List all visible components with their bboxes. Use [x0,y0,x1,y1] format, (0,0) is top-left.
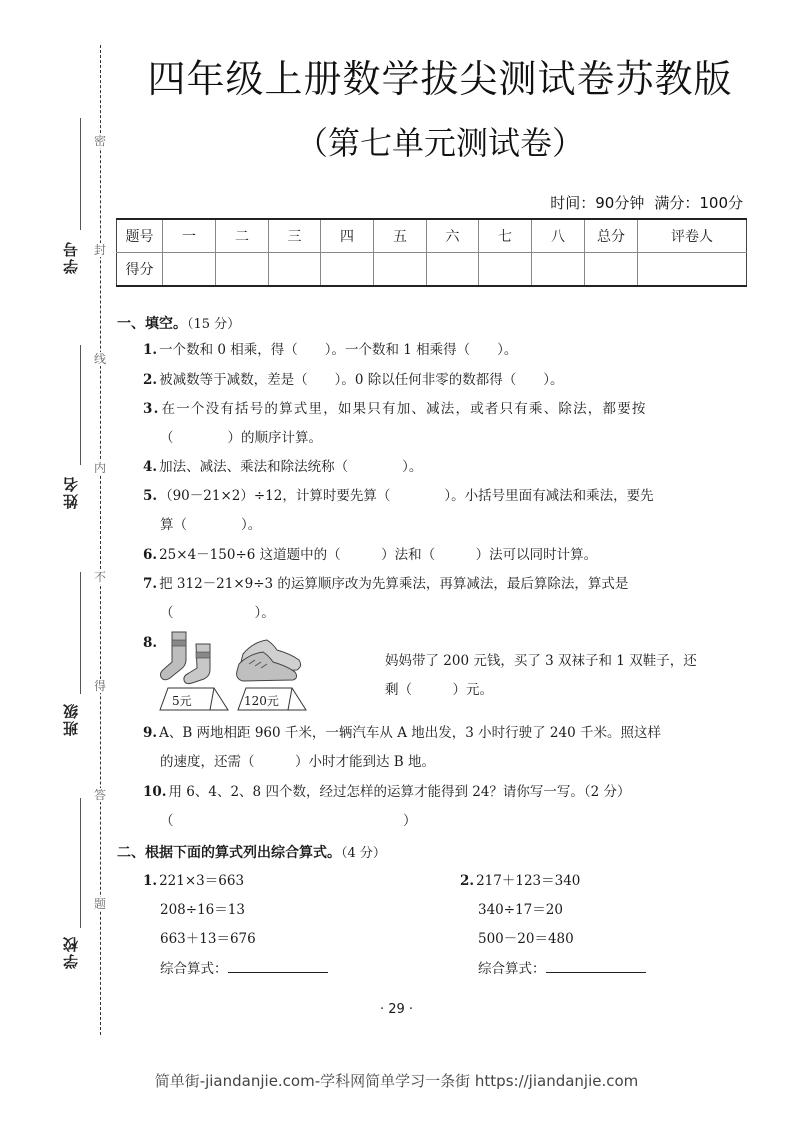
school-label: 学校 [62,935,80,969]
question-4 [143,457,422,477]
section-1-points: （15 分） [187,317,241,332]
question-10-answer[interactable]: （ ） [160,813,417,829]
score-cell[interactable] [321,253,374,287]
score-cell[interactable] [427,253,479,287]
question-number: 9. [143,725,158,741]
student-id-label: 学号 [62,240,80,274]
time-limit: 时间：90分钟 [550,194,645,212]
exam-meta [540,192,743,213]
question-text: （90－21×2）÷12，计算时要先算（ ）。小括号里面有减法和乘法，要先 [159,488,654,504]
seal-char: 答 [93,788,106,802]
question-text: 在一个没有括号的算式里，如果只有加、减法，或者只有乘、除法，都要按 [161,401,647,417]
binding-dashed-line [100,45,101,1035]
group-2-answer [478,958,646,979]
score-row-label: 得分 [117,253,163,287]
question-number: 10. [143,784,167,800]
group-1-eq-2: 208÷16＝13 [160,902,245,918]
shoes-price: 120元 [244,694,279,708]
question-5-cont: 算（ ）。 [160,517,262,533]
score-table-header-row [117,219,747,253]
score-cell[interactable] [374,253,427,287]
score-cell[interactable] [216,253,269,287]
school-line[interactable] [80,798,81,928]
group-2-eq-1: 2. 217＋123＝340 [460,873,581,889]
question-9-cont: 的速度，还需（ ）小时才能到达 B 地。 [160,754,436,770]
name-line[interactable] [80,345,81,465]
question-text: 一个数和 0 相乘，得（ ）。一个数和 1 相乘得（ ）。 [159,342,518,358]
section-1-title: 一、填空。 [117,316,187,332]
answer-blank[interactable] [546,958,646,973]
site-footer: 简单街-jiandanjie.com-学科网简单学习一条街 https://jiandanjie.com [154,1072,639,1090]
socks-price: 5元 [172,694,192,708]
question-text: 被减数等于减数，差是（ ）。0 除以任何非零的数都得（ ）。 [159,372,564,388]
question-9 [143,723,661,743]
question-8-number: 8. [143,635,158,651]
full-score: 满分：100分 [654,194,743,212]
group-1-eq-1: 1. 221×3＝663 [143,873,245,889]
score-cell[interactable] [532,253,585,287]
score-cell[interactable] [269,253,321,287]
seal-char: 不 [93,570,106,584]
class-line[interactable] [80,572,81,694]
question-number: 6. [143,547,158,563]
question-text: 25×4－150÷6 这道题中的（ ）法和（ ）法可以同时计算。 [159,547,598,563]
question-10 [143,782,631,802]
question-number: 2. [143,372,158,388]
question-number: 3. [143,401,160,417]
question-number: 5. [143,488,158,504]
table-header-cell: 题号 [117,219,163,253]
answer-label: 综合算式： [160,961,228,977]
table-header-cell: 三 [269,219,321,253]
seal-char: 密 [93,134,106,148]
question-3-cont: （ ）的顺序计算。 [160,430,322,446]
price-tag-socks [158,686,230,712]
group-1-eq-3: 663＋13＝676 [160,931,256,947]
answer-blank[interactable] [228,958,328,973]
group-1-answer [160,958,328,979]
section-2-points: （4 分） [341,846,386,861]
question-number: 4. [143,459,158,475]
score-cell[interactable] [638,253,747,287]
shoes-icon [235,634,303,682]
question-3 [143,399,647,419]
group-number: 1. [143,873,158,889]
question-text: 加法、减法、乘法和除法统称（ ）。 [159,459,423,475]
answer-label: 综合算式： [478,961,546,977]
page-subtitle: （第七单元测试卷） [295,124,584,162]
table-header-cell: 一 [163,219,216,253]
seal-char: 内 [93,461,106,475]
seal-char: 得 [93,679,106,693]
table-header-cell: 二 [216,219,269,253]
seal-char: 线 [93,352,106,366]
question-7 [143,574,628,594]
score-table-score-row [117,253,747,287]
table-header-cell: 四 [321,219,374,253]
score-cell[interactable] [585,253,638,287]
score-cell[interactable] [163,253,216,287]
section-1-heading [117,313,240,333]
student-id-line[interactable] [80,118,81,230]
page-title: 四年级上册数学拔尖测试卷苏教版 [147,57,733,101]
section-2-title: 二、根据下面的算式列出综合算式。 [117,845,341,861]
question-text: A、B 两地相距 960 千米，一辆汽车从 A 地出发，3 小时行驶了 240 千米。照这样 [159,725,661,741]
group-2-eq-2: 340÷17＝20 [478,902,563,918]
socks-icon [160,630,222,685]
section-2-heading [117,842,386,862]
question-2 [143,370,563,390]
table-header-cell: 七 [479,219,532,253]
group-2-eq-3: 500－20＝480 [478,931,574,947]
table-header-cell: 总分 [585,219,638,253]
question-8-cont: 剩（ ）元。 [385,682,493,698]
question-7-cont: （ ）。 [160,605,275,621]
question-text: 用 6、4、2、8 四个数，经过怎样的运算才能得到 24？请你写一写。（2 分） [168,784,631,800]
question-5 [143,486,654,506]
score-cell[interactable] [479,253,532,287]
question-8-text: 妈妈带了 200 元钱，买了 3 双袜子和 1 双鞋子，还 [385,653,697,669]
table-header-cell: 六 [427,219,479,253]
table-header-cell: 评卷人 [638,219,747,253]
group-number: 2. [460,873,475,889]
question-number: 7. [143,576,158,592]
question-number: 1. [143,342,158,358]
question-text: 把 312－21×9÷3 的运算顺序改为先算乘法，再算减法，最后算除法，算式是 [159,576,629,592]
name-label: 姓名 [62,475,80,509]
seal-char: 封 [93,243,106,257]
class-label: 班级 [62,702,80,736]
score-table [116,218,747,287]
seal-char: 题 [93,897,106,911]
table-header-cell: 八 [532,219,585,253]
question-6 [143,545,597,565]
question-1 [143,340,517,360]
page-number: · 29 · [379,1002,414,1017]
table-header-cell: 五 [374,219,427,253]
